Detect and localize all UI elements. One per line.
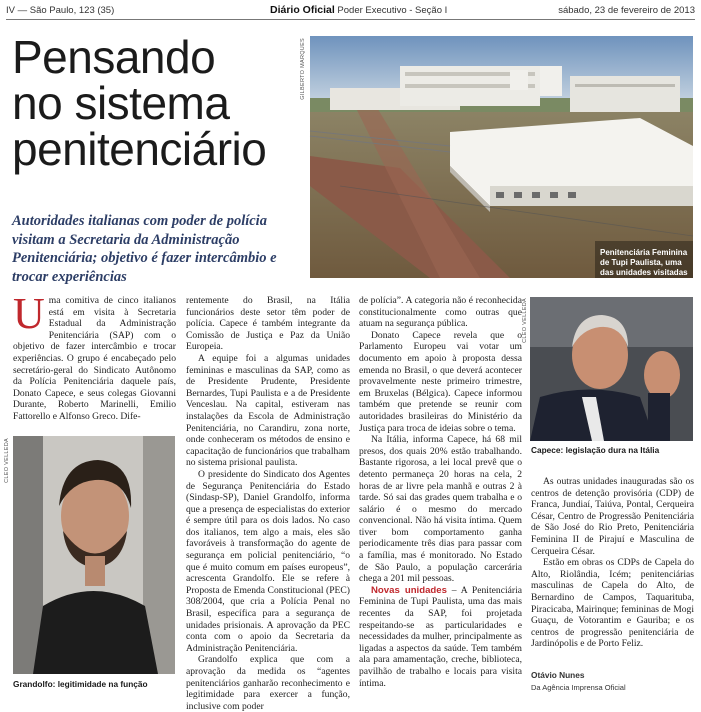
photo-credit: GILBERTO MARQUES xyxy=(300,38,306,100)
article-paragraph: Uma comitiva de cinco italianos está em visita à Secretaria Estadual da Administração Penitenciária (SAP) com o objetivo de fazer intercâmbio e trocar experiências. O grupo é encabeçado pelo secretário-geral do Sindicato Autônomo da Polícia Penitenciária daquele país, Donato Capece, e seus colegas Giovanni Durante, Roberto Marinelli, Emilio Fattorello e Alfonso Greco. Dife- xyxy=(13,289,176,422)
page-number: IV — São Paulo, 123 (35) xyxy=(6,5,115,16)
grandolfo-photo xyxy=(13,436,175,674)
subheadline: Autoridades italianas com poder de polícia visitam a Secretaria da Administração Penitenciária; objetivo é fazer intercâmbio e trocar experiências xyxy=(12,213,277,285)
article-paragraph: A equipe foi a algumas unidades femininas e masculinas da SAP, como as de Presidente Prudente, Presidente Bernardes, Tupi Paulista e a de Presidente Venceslau. Na capital, estiveram nas instalações da Escola de Administração Penitenciária, no Carandiru, zona norte, onde conheceram os métodos de ensino e capacitação de funcionários que trabalham no sistema prisional paulista. xyxy=(186,352,350,469)
article-paragraph: Donato Capece revela que o Parlamento Europeu vai votar um documento em apoio à proposta dessa emenda no Brasil, o que deverá acontecer provavelmente neste primeiro trimestre, em Bruxelas (Bélgica). Capece informou também que pretende se reunir com autoridades brasileiras do Ministério da Justiça para troca de ideias sobre o tema. xyxy=(359,329,522,434)
article-column xyxy=(186,295,350,712)
headline-line: Pensando xyxy=(12,31,216,83)
author-name: Otávio Nunes xyxy=(531,670,585,680)
photo-caption: Penitenciária Feminina de Tupi Paulista, uma das unidades visitadas xyxy=(600,248,688,277)
article-column xyxy=(359,295,522,689)
article-paragraph: Grandolfo explica que com a aprovação da medida os “agentes penitenciários ganharão reconhecimento e legitimidade para exercer a função, inclusive com poder xyxy=(186,654,350,712)
page-header xyxy=(6,3,695,19)
photo-credit: CLEO VELLEDA xyxy=(522,298,528,343)
article-paragraph: Novas unidades – A Penitenciária Feminina de Tupi Paulista, uma das mais recentes da SAP, foi projetada respeitando-se as particularidades e necessidades da mulher, principalmente as ligadas a aspectos da saúde. Tem também ala para amamentação, creche, biblioteca, pavilhão de trabalho e locais para visita íntima. xyxy=(359,584,522,689)
headline-line: penitenciário xyxy=(12,123,267,175)
headline-line: no sistema xyxy=(12,77,230,129)
publication-name: Diário Oficial Poder Executivo - Seção I xyxy=(270,4,448,16)
section-heading: Novas unidades xyxy=(371,584,447,596)
photo-credit: CLEO VELLEDA xyxy=(4,438,10,483)
photo-caption: Capece: legislação dura na Itália xyxy=(531,445,660,455)
grandolfo-image xyxy=(13,436,175,674)
author-agency: Da Agência Imprensa Oficial xyxy=(531,683,626,692)
capece-image xyxy=(530,297,693,441)
article-paragraph: Estão em obras os CDPs de Capela do Alto, Riolândia, Icém; penitenciárias masculinas de Capela do Alto, de Bernardino de Campos, Taquarituba, Piracicaba, Mairinque; femininas de Mogi Guaçu, de Votorantim e Gauriba; e os centros de progressão penitenciária de Jardinópolis e de Porto Feliz. xyxy=(531,557,694,650)
header-rule xyxy=(6,19,695,20)
article-paragraph: As outras unidades inauguradas são os centros de detenção provisória (CDP) de Franca, Jundiaí, Taiúva, Pontal, Cerqueira César, Centro de Progressão Penitenciária de São José do Rio Preto, Penitenciária Feminina II de Pirajuí e Masculina de Cerqueira César. xyxy=(531,476,694,557)
article-paragraph: O presidente do Sindicato dos Agentes de Segurança Penitenciária do Estado (Sindasp-SP), Daniel Grandolfo, informa que a presença de especialistas do exterior é sempre útil para os dois lados. No caso dos italianos, tem algo a mais, eles são favoráveis à transformação do agente de segurança em policial penitenciário, “o que é muito comum em países europeus”, acrescenta Grandolfo. Ele se refere à Proposta de Emenda Constitucional (PEC) 308/2004, que cria a Polícia Penal no Brasil, específica para a segurança de unidades prisionais. A aprovação da PEC conta com o apoio da Secretaria da Administração Penitenciária. xyxy=(186,468,350,654)
prison-aerial-photo xyxy=(310,36,693,278)
issue-date: sábado, 23 de fevereiro de 2013 xyxy=(558,5,695,16)
headline xyxy=(12,31,302,175)
article-paragraph: Na Itália, informa Capece, há 68 mil presos, dos quais 20% estão trabalhando. Bastante rigorosa, a lei local prevê que o detento permaneça 20 horas na cela, 2 horas de ar livre pela manhã e outras 2 à tarde. Só sai das grades quem trabalha e o salário é o mesmo do mercado convencional. Não há visita íntima. Quem tiver bom comportamento ganha periodicamente três dias para passar com a família, mas é monitorado. No Estado de São Paulo, a população carcerária chega a 201 mil pessoas. xyxy=(359,434,522,585)
photo-caption: Grandolfo: legitimidade na função xyxy=(13,679,148,689)
article-column xyxy=(531,476,694,650)
article-column xyxy=(13,289,176,423)
capece-photo xyxy=(530,297,693,441)
prison-aerial-image xyxy=(310,36,693,278)
drop-cap: U xyxy=(13,289,45,338)
article-paragraph: rentemente do Brasil, na Itália funcionários deste setor têm poder de polícia. Capece é também integrante da Comissão de Justiça e Paz da União Europeia. xyxy=(186,295,350,353)
article-paragraph: de polícia”. A categoria não é reconhecida constitucionalmente como outras que atuam na segurança pública. xyxy=(359,295,522,330)
